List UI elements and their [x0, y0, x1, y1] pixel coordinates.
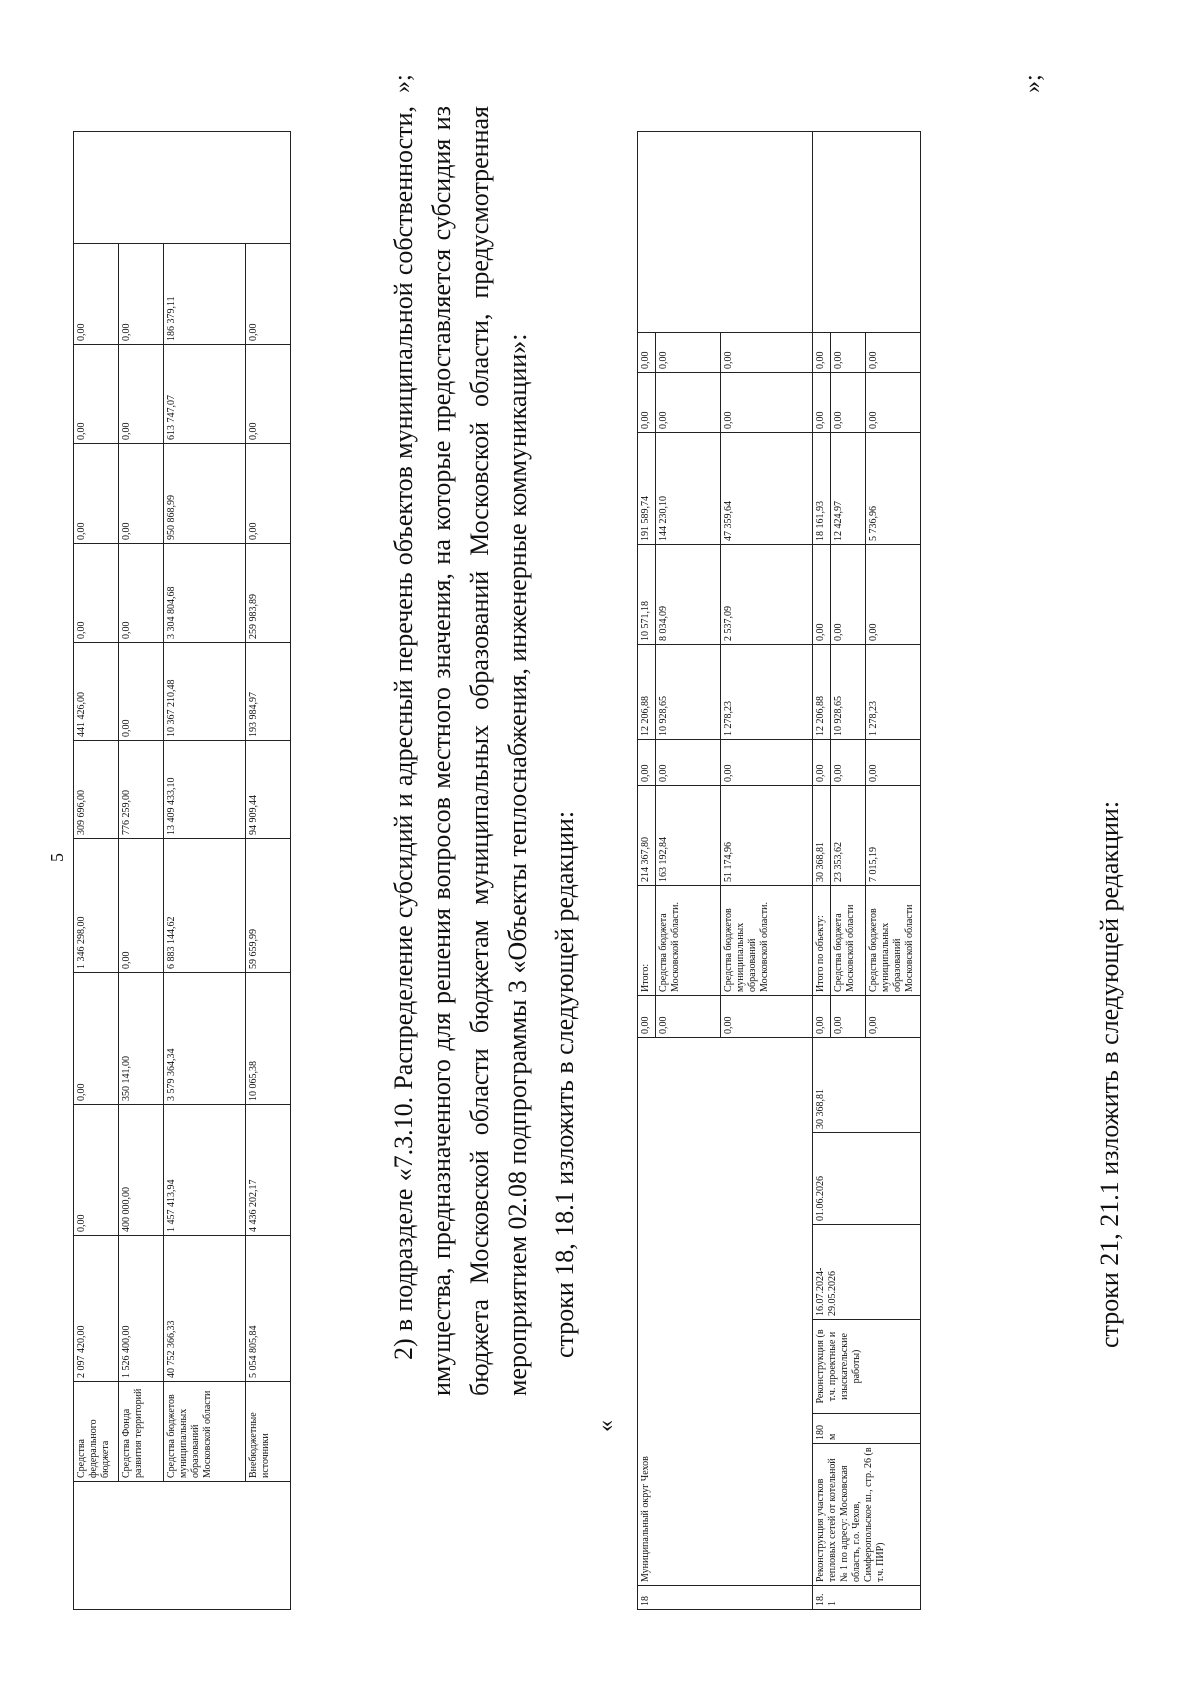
source-label: Средства бюджетов муниципальных образований Московской области. — [721, 885, 813, 995]
value-cell: 0,00 — [246, 244, 291, 345]
value-cell: 0,00 — [656, 739, 721, 785]
value-cell: 0,00 — [813, 372, 831, 432]
value-cell: 350 141,00 — [119, 973, 164, 1105]
empty-cell — [74, 132, 291, 244]
value-cell: 441 426,00 — [74, 643, 119, 741]
capacity-cell: 180 м — [813, 1414, 921, 1444]
value-cell: 59 659,99 — [246, 839, 291, 973]
rows-18-instruction: строки 18, 18.1 изложить в следующей редакции: — [550, 810, 579, 1358]
value-cell: 47 359,64 — [721, 432, 813, 544]
source-label: Средства бюджетов муниципальных образований Московской области — [866, 885, 921, 995]
empty-cell — [74, 1482, 291, 1610]
funding-summary-table — [73, 131, 291, 1610]
value-cell: 0,00 — [119, 544, 164, 643]
value-cell: 3 579 364,34 — [164, 973, 246, 1105]
value-cell: 1 457 413,94 — [164, 1105, 246, 1236]
table-row — [119, 132, 164, 1610]
value-cell: 6 883 144,62 — [164, 839, 246, 973]
value-cell: 13 409 433,10 — [164, 741, 246, 839]
row-number: 18.1 — [813, 1586, 921, 1610]
municipality-name: Муниципальный округ Чехов — [638, 1037, 813, 1585]
value-cell: 950 868,99 — [164, 444, 246, 544]
value-cell: 144 230,10 — [656, 432, 721, 544]
value-cell: 7 015,19 — [866, 785, 921, 885]
closing-quote: »; — [1020, 74, 1046, 93]
table-row — [246, 132, 291, 1610]
value-cell: 163 192,84 — [656, 785, 721, 885]
value-cell: 0,00 — [74, 244, 119, 345]
value-cell: 0,00 — [813, 544, 831, 644]
value-cell: 0,00 — [721, 332, 813, 372]
amendment-paragraph — [385, 106, 537, 1396]
value-cell: 10 571,18 — [638, 544, 656, 644]
value-cell: 5 054 805,84 — [246, 1236, 291, 1382]
value-cell: 94 909,44 — [246, 741, 291, 839]
value-cell: 0,00 — [246, 444, 291, 544]
value-cell: 1 526 400,00 — [119, 1236, 164, 1382]
value-cell: 0,00 — [866, 332, 921, 372]
value-cell: 0,00 — [119, 444, 164, 544]
table-row — [638, 131, 656, 1609]
value-cell: 0,00 — [721, 739, 813, 785]
value-cell: 18 161,93 — [813, 432, 831, 544]
value-cell: 51 174,96 — [721, 785, 813, 885]
value-cell: 613 747,07 — [164, 345, 246, 444]
row-number: 18 — [638, 1586, 813, 1610]
value-cell: 10 367 210,48 — [164, 643, 246, 741]
empty-cell — [813, 131, 921, 332]
value-cell: 0,00 — [119, 244, 164, 345]
value-cell: 30 368,81 — [813, 785, 831, 885]
value-cell: 0,00 — [119, 345, 164, 444]
value-cell: 0,00 — [831, 995, 866, 1037]
value-cell: 0,00 — [119, 839, 164, 973]
object-subsidy-table — [637, 131, 921, 1610]
value-cell: 776 259,00 — [119, 741, 164, 839]
value-cell: 0,00 — [74, 1105, 119, 1236]
value-cell: 12 424,97 — [831, 432, 866, 544]
value-cell: 0,00 — [831, 332, 866, 372]
value-cell: 0,00 — [656, 372, 721, 432]
value-cell: 191 589,74 — [638, 432, 656, 544]
value-cell: 0,00 — [813, 332, 831, 372]
open-date: 01.06.2026 — [813, 1133, 921, 1225]
source-label: Итого: — [638, 885, 656, 995]
value-cell: 0,00 — [721, 372, 813, 432]
value-cell: 4 436 202,17 — [246, 1105, 291, 1236]
opening-quote: « — [593, 1420, 619, 1432]
value-cell: 40 752 366,33 — [164, 1236, 246, 1382]
work-period: 16.07.2024-29.05.2026 — [813, 1225, 921, 1320]
table-row — [164, 132, 246, 1610]
value-cell: 0,00 — [831, 739, 866, 785]
value-cell: 0,00 — [831, 372, 866, 432]
value-cell: 1 346 298,00 — [74, 839, 119, 973]
object-cost: 30 368,81 — [813, 1037, 921, 1132]
source-label: Итого по объекту: — [813, 885, 831, 995]
value-cell: 0,00 — [638, 372, 656, 432]
value-cell: 214 367,80 — [638, 785, 656, 885]
value-cell: 12 206,88 — [638, 644, 656, 739]
value-cell: 1 278,23 — [866, 644, 921, 739]
table-row — [813, 131, 831, 1609]
source-label: Средства бюджетов муниципальных образований Московской области — [164, 1382, 246, 1482]
source-label: Средства Фонда развития территорий — [119, 1382, 164, 1482]
value-cell: 0,00 — [656, 995, 721, 1037]
value-cell: 0,00 — [866, 995, 921, 1037]
value-cell: 5 736,96 — [866, 432, 921, 544]
work-type: Реконструкция (в т.ч. проектные и изыскательские работы) — [813, 1320, 921, 1414]
value-cell: 0,00 — [638, 995, 656, 1037]
value-cell: 0,00 — [866, 739, 921, 785]
source-label: Средства бюджета Московской области — [831, 885, 866, 995]
value-cell: 10 065,38 — [246, 973, 291, 1105]
value-cell: 0,00 — [74, 544, 119, 643]
empty-cell — [638, 131, 813, 332]
value-cell: 8 034,09 — [656, 544, 721, 644]
rows-21-instruction: строки 21, 21.1 изложить в следующей редакции: — [1095, 800, 1124, 1348]
value-cell: 193 984,97 — [246, 643, 291, 741]
value-cell: 10 928,65 — [656, 644, 721, 739]
value-cell: 0,00 — [74, 345, 119, 444]
value-cell: 0,00 — [119, 643, 164, 741]
value-cell: 400 000,00 — [119, 1105, 164, 1236]
value-cell: 1 278,23 — [721, 644, 813, 739]
value-cell: 2 097 420,00 — [74, 1236, 119, 1382]
value-cell: 309 696,00 — [74, 741, 119, 839]
value-cell: 23 353,62 — [831, 785, 866, 885]
value-cell: 3 304 804,68 — [164, 544, 246, 643]
value-cell: 0,00 — [813, 995, 831, 1037]
value-cell: 0,00 — [813, 739, 831, 785]
closing-quote: »; — [390, 74, 416, 93]
value-cell: 0,00 — [638, 739, 656, 785]
source-label: Средства федерального бюджета — [74, 1382, 119, 1482]
value-cell: 0,00 — [246, 345, 291, 444]
value-cell: 0,00 — [721, 995, 813, 1037]
value-cell: 0,00 — [74, 444, 119, 544]
source-label: Внебюджетные источники — [246, 1382, 291, 1482]
value-cell: 2 537,09 — [721, 544, 813, 644]
value-cell: 259 983,89 — [246, 544, 291, 643]
value-cell: 0,00 — [831, 544, 866, 644]
value-cell: 186 379,11 — [164, 244, 246, 345]
value-cell: 0,00 — [656, 332, 721, 372]
value-cell: 0,00 — [866, 372, 921, 432]
value-cell: 0,00 — [638, 332, 656, 372]
table-row — [74, 132, 119, 1610]
page-number: 5 — [47, 853, 67, 862]
object-name: Реконструкция участков тепловых сетей от котельной № 1 по адресу: Московская область, г.о. Чехов, Симферопольское ш., стр. 26 (в т.ч. ПИР) — [813, 1444, 921, 1586]
paragraph-text: 2) в подразделе «7.3.10. Распределение субсидий и адресный перечень объектов муниципальной собственности, имущества, предназначенного для решения вопросов местного значения, на которые предоставляется субсидия из бюджета Московской области бюджетам муниципальных образований Московской области, предусмотренная мероприятием 02.08 подпрограммы 3 «Объекты теплоснабжения, инженерные коммуникации»: — [389, 106, 532, 1396]
value-cell: 12 206,88 — [813, 644, 831, 739]
value-cell: 0,00 — [866, 544, 921, 644]
source-label: Средства бюджета Московской области. — [656, 885, 721, 995]
value-cell: 0,00 — [74, 973, 119, 1105]
value-cell: 10 928,65 — [831, 644, 866, 739]
document-page — [35, 48, 1165, 1648]
